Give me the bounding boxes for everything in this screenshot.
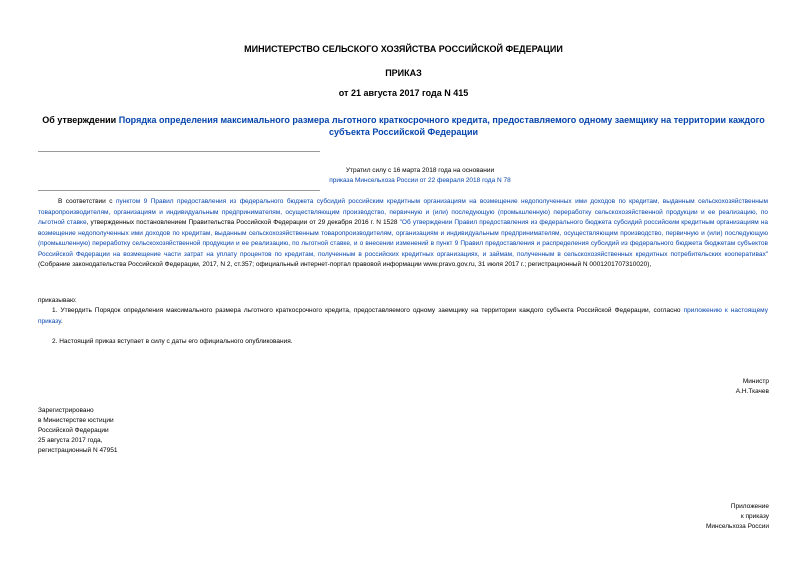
bottom-divider: [38, 190, 320, 191]
order-verb: приказываю:: [38, 297, 77, 304]
status-note: [290, 166, 550, 186]
registration-line: в Министерстве юстиции: [38, 417, 114, 424]
signature-title: Министр: [742, 378, 769, 385]
status-line: Утратил силу с 16 марта 2018 года на основании: [345, 167, 495, 174]
clause-1: [38, 306, 768, 327]
preamble-text-start: В соответствии с: [58, 198, 116, 205]
annex-line: Минсельхоза России: [705, 523, 769, 530]
government-decree-link[interactable]: "Об утверждении Правил предоставления из федерального бюджета субсидий российским кредитным организациям на возмещение недополученных ими доходов по кредитам, выданным сельскохозяйственным товаропроизводителям, организациям и индивидуальным предпринимателям, осуществляющим производство, первичную и (или) последующую (промышленную) переработку сельскохозяйственной продукции и ее реализацию, по льготной ставке, и о внесении изменений в пункт 9 Правил предоставления и распределения субсидий из федерального бюджета бюджетам субъектов Российской Федерации на возмещение части затрат на уплату процентов по кредитам, полученным в российских кредитных организациях, и займам, полученным в сельскохозяйственных кредитных потребительских кооперативах": [38, 219, 768, 258]
annex-link[interactable]: приложению к настоящему приказу: [38, 307, 768, 325]
signature-name: А.Н.Ткачев: [735, 388, 769, 395]
document-type-heading: ПРИКАЗ: [385, 68, 422, 78]
annex-heading: [706, 502, 769, 532]
clause-2: 2. Настоящий приказ вступает в силу с даты его официального опубликования.: [52, 338, 293, 345]
preamble-text-middle: , утвержденных постановлением Правительства Российской Федерации от 29 декабря 2016 г. N 1528: [86, 219, 400, 226]
registration-line: Российской Федерации: [38, 427, 109, 434]
clause-1-end: .: [60, 317, 63, 325]
registration-block: [38, 406, 118, 456]
preamble-text-end: (Собрание законодательства Российской Федерации, 2017, N 2, ст.357; официальный интернет-портал правовой информации www.pravo.gov.ru, 31 июля 2017 г.; регистрационный N 0001201707310020),: [38, 261, 652, 268]
ministry-heading: МИНИСТЕРСТВО СЕЛЬСКОГО ХОЗЯЙСТВА РОССИЙСКОЙ ФЕДЕРАЦИИ: [244, 44, 563, 54]
signature-block: [736, 377, 769, 397]
registration-line: Зарегистрировано: [38, 407, 94, 414]
repealing-order-link[interactable]: приказа Минсельхоза России от 22 февраля 2018 года N 78: [329, 177, 511, 184]
subject-link[interactable]: Порядка определения максимального размера льготного краткосрочного кредита, предоставляемого одному заемщику на территории каждого субъекта Российской Федерации: [118, 115, 765, 137]
subject-prefix: Об утверждении: [42, 115, 119, 125]
annex-line: к приказу: [740, 513, 769, 520]
clause-1-text: 1. Утвердить Порядок определения максимального размера льготного краткосрочного кредита, предоставляемого одному заемщику на территории каждого субъекта Российской Федерации, согласно: [52, 307, 684, 314]
order-date-number: от 21 августа 2017 года N 415: [338, 88, 469, 98]
top-divider: [38, 151, 320, 152]
registration-line: 25 августа 2017 года,: [38, 437, 103, 444]
preamble-paragraph: [38, 197, 768, 271]
registration-line: регистрационный N 47951: [38, 447, 118, 454]
annex-line: Приложение: [730, 503, 769, 510]
rules-clause-link[interactable]: пунктом 9 Правил предоставления из федерального бюджета субсидий российским кредитным организациям на возмещение недополученных ими доходов по кредитам, выданным сельскохозяйственным товаропроизводителям, организациям и индивидуальным предпринимателям, осуществляющим производство, первичную и (или) последующую (промышленную) переработку сельскохозяйственной продукции и ее реализацию, по льготной ставке: [38, 198, 768, 226]
order-subject: [40, 114, 767, 138]
